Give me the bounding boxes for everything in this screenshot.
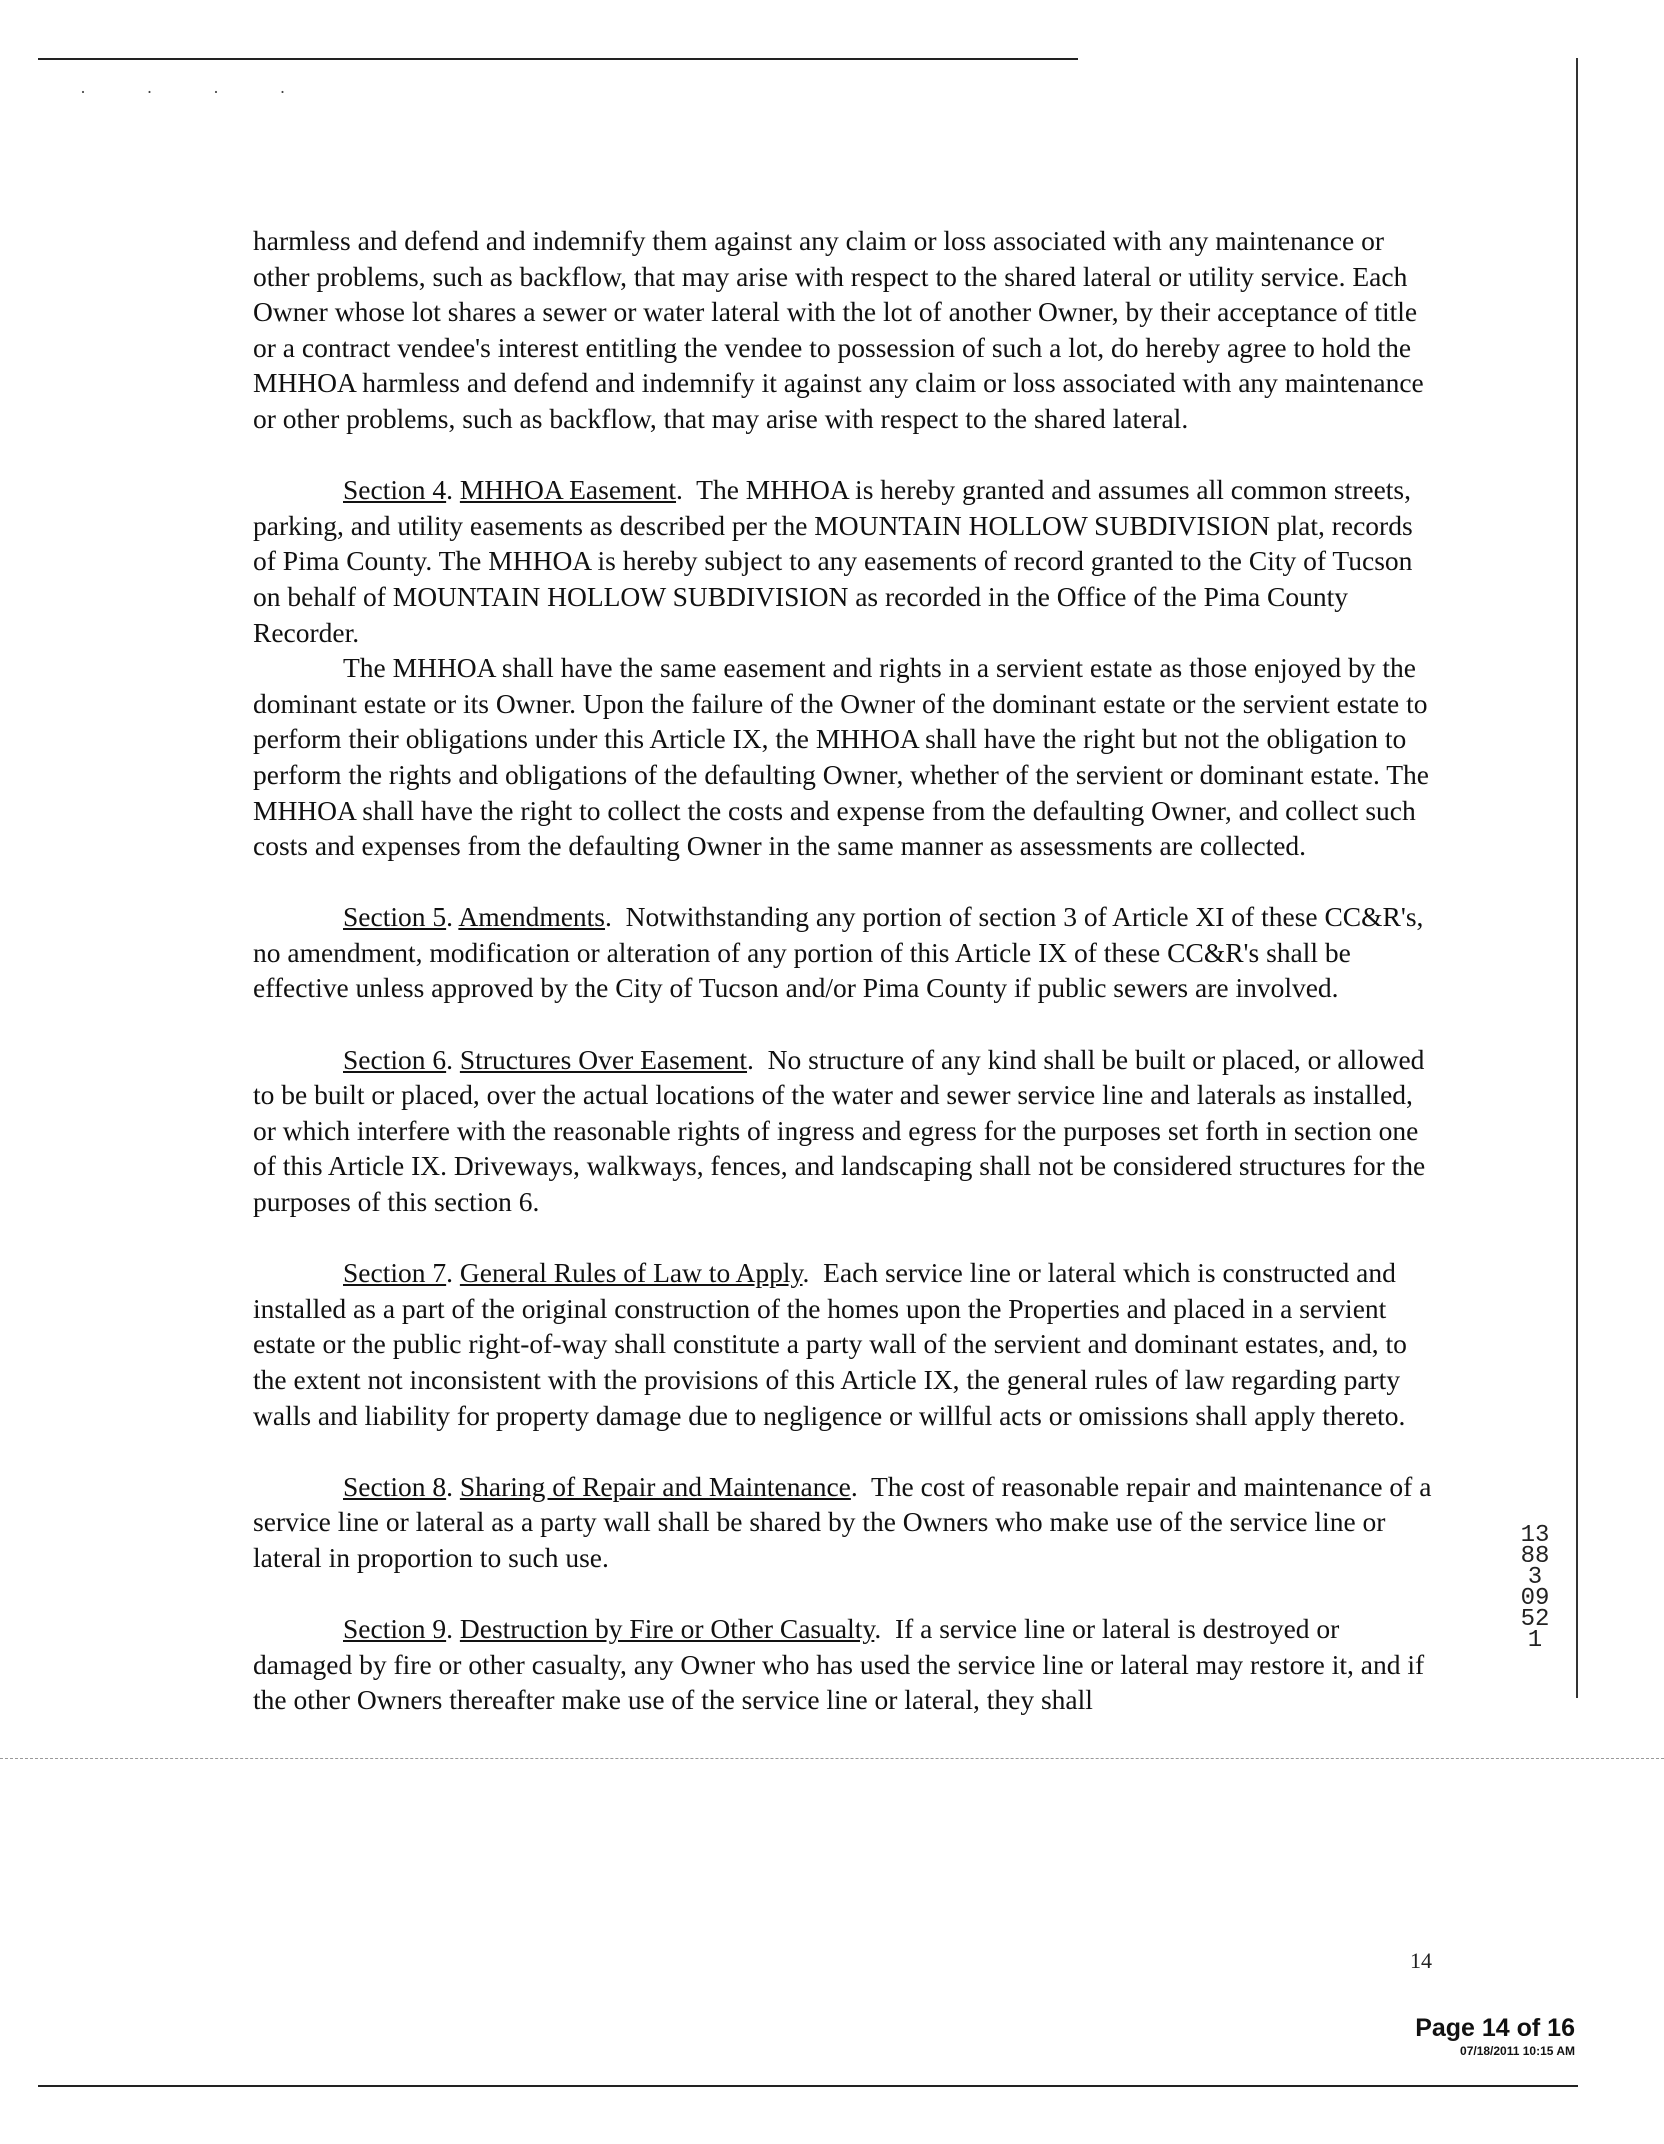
page-stamp (1385, 2013, 1575, 2059)
section-8: Section 8. Sharing of Repair and Maintenance. The cost of reasonable repair and maintenance of a service line or lateral as a party wall shall be shared by the Owners who make use of the service line or lateral in proportion to such use. (253, 1470, 1432, 1573)
section-text: The MHHOA is hereby granted and assumes all common streets, parking, and utility easements as described per the MOUNTAIN HOLLOW SUBDIVISION plat, records of Pima County. The MHHOA is hereby subject to any easements of record granted to the City of Tucson on behalf of MOUNTAIN HOLLOW SUBDIVISION as recorded in the Office of the Pima County Recorder. (253, 474, 1413, 648)
section-title: MHHOA Easement (459, 474, 677, 506)
page-stamp-label: Page 14 of 16 (1415, 2014, 1575, 2042)
intro-paragraph: harmless and defend and indemnify them against any claim or loss associated with any maintenance or other problems, such as backflow, that may arise with respect to the shared lateral or utility service. Each Owner whose lot shares a sewer or water lateral with the lot of another Owner, by their acceptance of title or a contract vendee's interest entitling the vendee to possession of such a lot, do hereby agree to hold the MHHOA harmless and defend and indemnify it against any claim or loss associated with any maintenance or other problems, such as backflow, that may arise with respect to the shared lateral. (253, 225, 1424, 434)
section-5: Section 5. Amendments. Notwithstanding any portion of section 3 of Article XI of these CC&R's, no amendment, modification or alteration of any portion of this Article IX of these CC&R's shall be effective unless approved by the City of Tucson and/or Pima County if public sewers are involved. (253, 901, 1424, 1004)
document-body (253, 223, 1433, 1718)
section-title: Sharing of Repair and Maintenance (459, 1470, 851, 1502)
scan-artifact-line (0, 1758, 1664, 1760)
top-rule-fragment (1025, 58, 1075, 60)
section-text: The cost of reasonable repair and maintenance of a service line or lateral as a party wall shall be shared by the Owners who make use of the service line or lateral in proportion to such use. (253, 1470, 1432, 1573)
section-number: Section 4 (343, 474, 447, 506)
section-7: Section 7. General Rules of Law to Apply. Each service line or lateral which is constructed and installed as a part of the original construction of the homes upon the Properties and placed in a servient estate or the public right-of-way shall constitute a party wall of the servient and dominant estates, and, to the extent not inconsistent with the provisions of this Article IX, the general rules of law regarding party walls and liability for property damage due to negligence or willful acts or omissions shall apply thereto. (253, 1257, 1407, 1431)
section-number: Section 5 (343, 901, 447, 933)
section-number: Section 6 (343, 1043, 447, 1075)
section-number: Section 9 (343, 1613, 447, 1645)
top-rule (38, 58, 1078, 60)
section-number: Section 7 (343, 1257, 447, 1289)
section-text: If a service line or lateral is destroyed or damaged by fire or other casualty, any Owner who has used the service line or lateral may restore it, and if the other Owners thereafter make use of the service line or lateral, they shall (253, 1613, 1425, 1716)
section-title: Destruction by Fire or Other Casualty (459, 1613, 875, 1645)
right-margin-rule (1576, 58, 1578, 1698)
section-4: Section 4. MHHOA Easement. The MHHOA is hereby granted and assumes all common streets, parking, and utility easements as described per the MOUNTAIN HOLLOW SUBDIVISION plat, records of Pima County. The MHHOA is hereby subject to any easements of record granted to the City of Tucson on behalf of MOUNTAIN HOLLOW SUBDIVISION as recorded in the Office of the Pima County Recorder. (253, 474, 1413, 648)
section-9: Section 9. Destruction by Fire or Other Casualty. If a service line or lateral is destroyed or damaged by fire or other casualty, any Owner who has used the service line or lateral may restore it, and if the other Owners thereafter make use of the service line or lateral, they shall (253, 1613, 1425, 1716)
section-4-continuation: The MHHOA shall have the same easement and rights in a servient estate as those enjoyed by the dominant estate or its Owner. Upon the failure of the Owner of the dominant estate or the servient estate to perform their obligations under this Article IX, the MHHOA shall have the right but not the obligation to perform the rights and obligations of the defaulting Owner, whether of the servient or dominant estate. The MHHOA shall have the right to collect the costs and expense from the defaulting Owner, and collect such costs and expenses from the defaulting Owner in the same manner as assessments are collected. (253, 652, 1429, 862)
page-stamp-timestamp: 07/18/2011 10:15 AM (1460, 2044, 1575, 2058)
bottom-rule (38, 2085, 1578, 2087)
section-title: General Rules of Law to Apply (459, 1257, 803, 1289)
page-number: 14 (1410, 1948, 1432, 1973)
section-6: Section 6. Structures Over Easement. No structure of any kind shall be built or placed, or allowed to be built or placed, over the actual locations of the water and sewer service line and laterals as installed, or which interfere with the reasonable rights of ingress and egress for the purposes set forth in section one of this Article IX. Driveways, walkways, fences, and landscaping shall not be considered structures for the purposes of this section 6. (253, 1043, 1426, 1218)
scan-specks: · · · · (80, 82, 314, 102)
section-number: Section 8 (343, 1470, 447, 1502)
recording-number: 13883 0952 1 (1520, 1522, 1550, 1654)
section-text: No structure of any kind shall be built or placed, or allowed to be built or placed, over the actual locations of the water and sewer service line and laterals as installed, or which interfere with the reasonable rights of ingress and egress for the purposes set forth in section one of this Article IX. Driveways, walkways, fences, and landscaping shall not be considered structures for the purposes of this section 6. (253, 1043, 1426, 1218)
section-text: Notwithstanding any portion of section 3 of Article XI of these CC&R's, no amendment, modification or alteration of any portion of this Article IX of these CC&R's shall be effective unless approved by the City of Tucson and/or Pima County if public sewers are involved. (253, 901, 1424, 1004)
section-text: Each service line or lateral which is constructed and installed as a part of the original construction of the homes upon the Properties and placed in a servient estate or the public right-of-way shall constitute a party wall of the servient and dominant estates, and, to the extent not inconsistent with the provisions of this Article IX, the general rules of law regarding party walls and liability for property damage due to negligence or willful acts or omissions shall apply thereto. (253, 1257, 1407, 1431)
section-title: Structures Over Easement (459, 1043, 748, 1075)
section-title: Amendments (458, 901, 606, 933)
